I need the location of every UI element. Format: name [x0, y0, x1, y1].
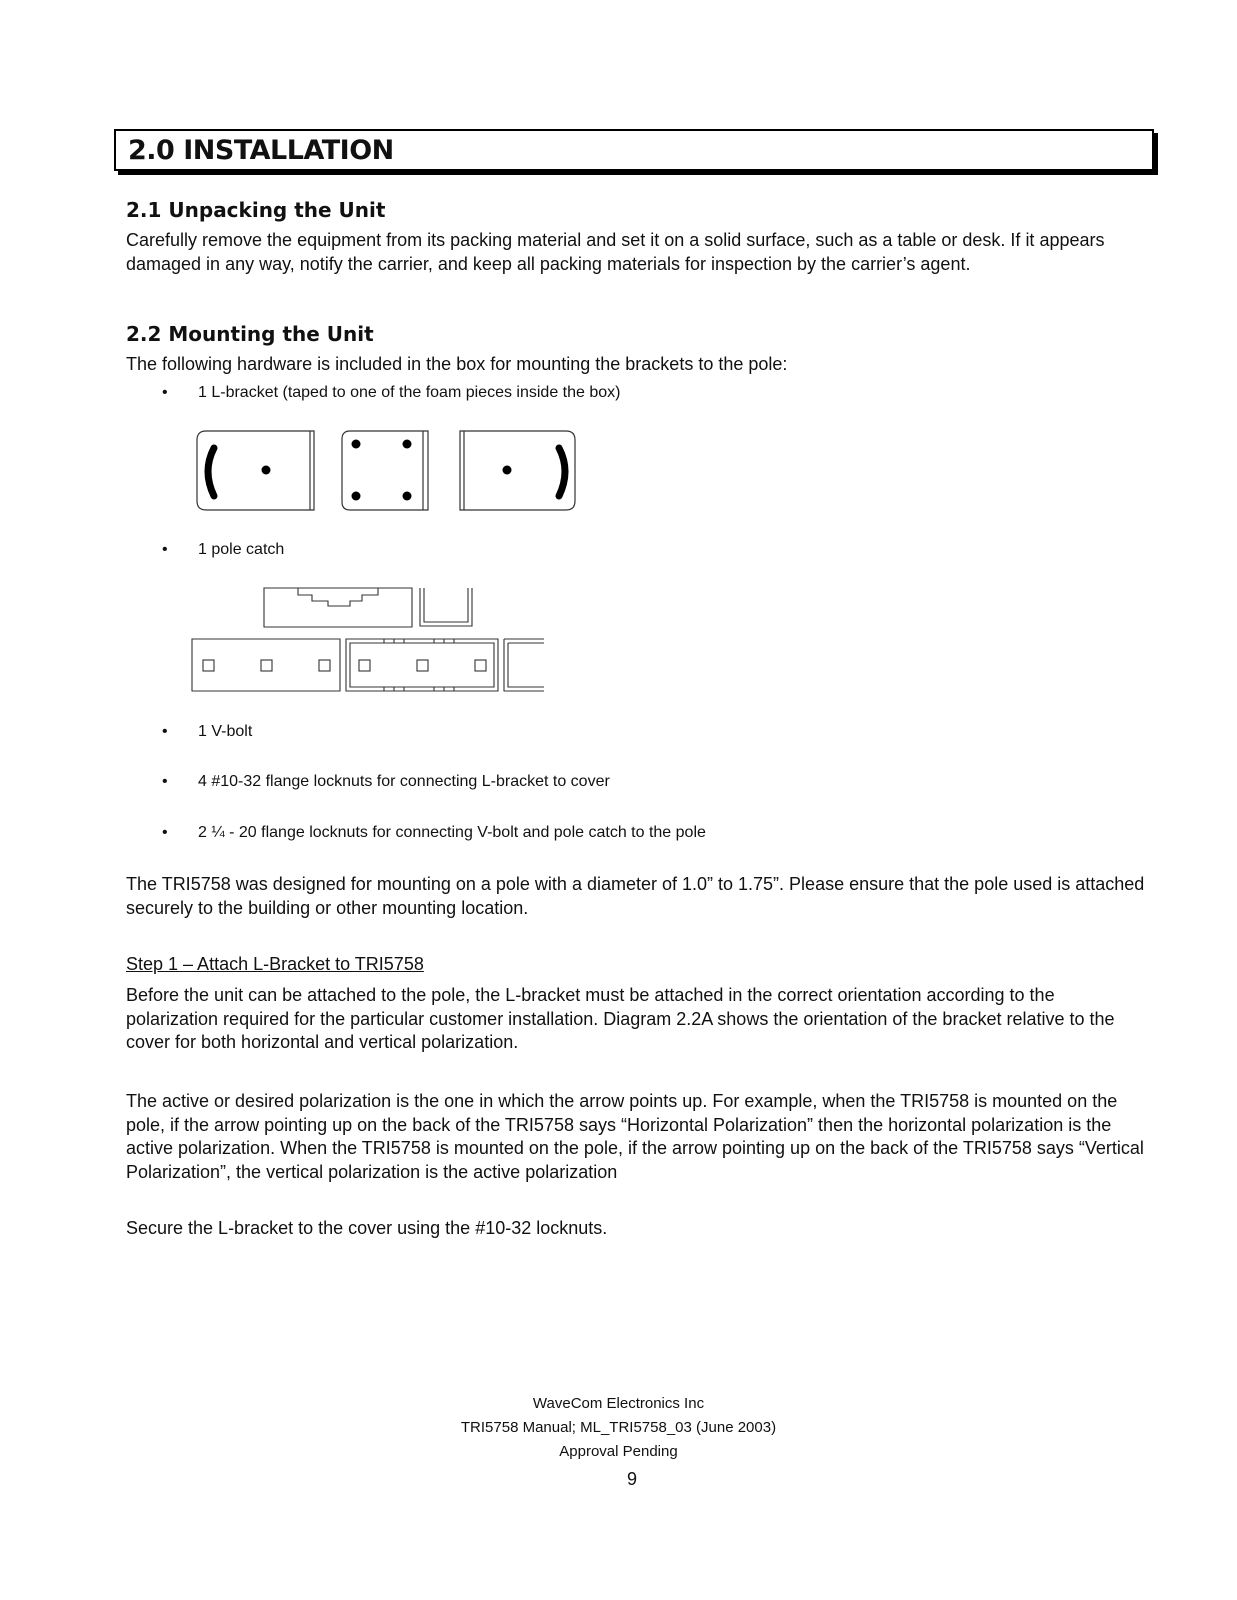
hardware-list-item: [162, 824, 706, 842]
bullet-glyph: •: [162, 824, 168, 841]
hardware-list-item: [162, 541, 284, 559]
step-1-title: Step 1 – Attach L-Bracket to TRI5758: [126, 954, 424, 974]
bullet-glyph: •: [162, 384, 168, 401]
pole-catch-diagram: [188, 584, 548, 696]
bullet-text: 1 V-bolt: [198, 723, 253, 740]
section-title: 2.0 INSTALLATION: [128, 135, 394, 166]
unpacking-paragraph: Carefully remove the equipment from its packing material and set it on a solid surface, such as a table or desk. If it appears damaged in any way, notify the carrier, and keep all packing materials for inspection by the carrier’s agent.: [126, 230, 1105, 274]
step-1-paragraph: Before the unit can be attached to the pole, the L-bracket must be attached in the correct orientation according to the polarization required for the particular customer installation. Diagram 2.2A shows the orientation of the bracket relative to the cover for both horizontal and vertical polarization.: [126, 985, 1115, 1052]
bullet-text: 1 L-bracket (taped to one of the foam pieces inside the box): [198, 384, 621, 401]
bullet-glyph: •: [162, 773, 168, 790]
footer-status: Approval Pending: [559, 1443, 678, 1460]
section-header-box: [114, 129, 1154, 171]
hardware-intro: The following hardware is included in the box for mounting the brackets to the pole:: [126, 354, 788, 374]
pole-diameter-paragraph: The TRI5758 was designed for mounting on a pole with a diameter of 1.0” to 1.75”. Please ensure that the pole used is attached securely to the building or other mounting location.: [126, 874, 1145, 918]
bullet-glyph: •: [162, 723, 168, 740]
secure-paragraph: Secure the L-bracket to the cover using the #10-32 locknuts.: [126, 1218, 608, 1238]
polarization-paragraph: The active or desired polarization is the one in which the arrow points up. For example, when the TRI5758 is mounted on the pole, if the arrow pointing up on the back of the TRI5758 says “Horizontal Polarization” then the horizontal polarization is the active polarization. When the TRI5758 is mounted on the pole, if the arrow pointing up on the back of the TRI5758 says “Vertical Polarization”, the vertical polarization is the active polarization: [126, 1091, 1144, 1182]
footer-manual: TRI5758 Manual; ML_TRI5758_03 (June 2003): [460, 1419, 777, 1436]
bullet-text: 2 ¼ - 20 flange locknuts for connecting V-bolt and pole catch to the pole: [198, 824, 706, 841]
footer-company: WaveCom Electronics Inc: [532, 1395, 705, 1412]
unpacking-heading: 2.1 Unpacking the Unit: [126, 198, 386, 222]
hardware-list-item: [162, 773, 610, 791]
bullet-text: 1 pole catch: [198, 541, 285, 558]
l-bracket-diagram: [190, 426, 582, 518]
hardware-list-item: [162, 384, 620, 402]
hardware-list-item: [162, 723, 252, 741]
page-number: 9: [626, 1469, 637, 1489]
mounting-heading: 2.2 Mounting the Unit: [126, 322, 374, 346]
bullet-text: 4 #10-32 flange locknuts for connecting L-bracket to cover: [198, 773, 610, 790]
bullet-glyph: •: [162, 541, 168, 558]
